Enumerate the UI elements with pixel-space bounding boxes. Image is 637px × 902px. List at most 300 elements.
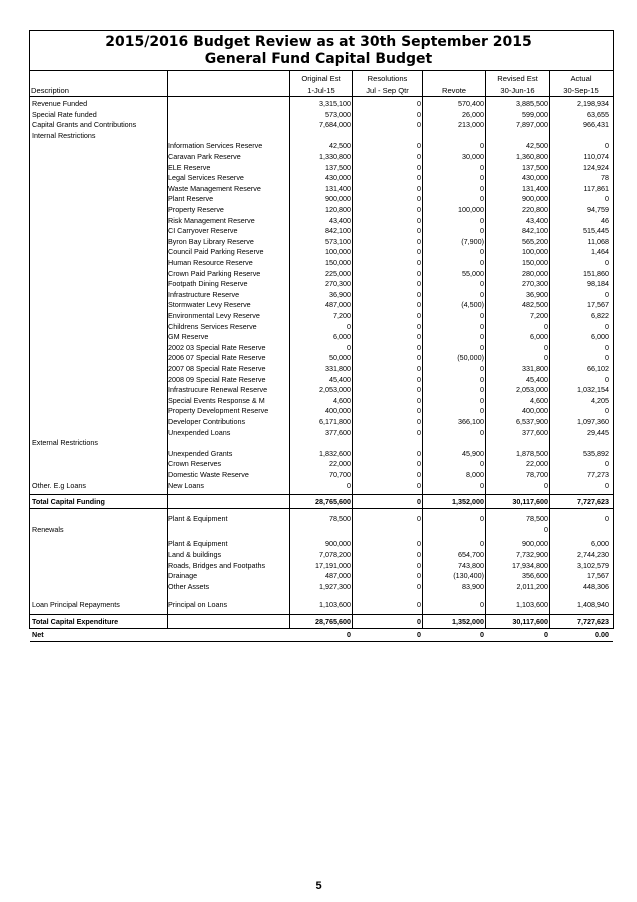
table-row-a xyxy=(32,205,166,215)
table-row-c: 22,000 xyxy=(329,459,351,469)
table-row-a xyxy=(32,226,166,236)
table-row-b: Caravan Park Reserve xyxy=(168,152,241,161)
report-title: 2015/2016 Budget Review as at 30th September 2015 xyxy=(105,34,532,50)
table-row-c: 70,700 xyxy=(329,470,351,479)
table-row-c: 900,000 xyxy=(325,194,351,204)
column-header-original-est-line2: 1-Jul-15 xyxy=(307,86,335,95)
table-row-d: 0 xyxy=(417,194,421,204)
table-row-g: 77,273 xyxy=(587,470,609,479)
table-row-a xyxy=(32,322,166,332)
table-row-d: 0 xyxy=(417,406,421,416)
table-row-e xyxy=(424,438,484,448)
table-row-c: 270,300 xyxy=(325,279,351,289)
table-row-d: 0 xyxy=(417,173,421,183)
table-row-c xyxy=(285,131,351,141)
table-row-e: 26,000 xyxy=(462,109,484,119)
table-row-g: 98,184 xyxy=(587,279,609,289)
table-row-a: Other. E.g Loans xyxy=(32,480,86,490)
table-row-e: 0 xyxy=(480,183,484,193)
table-row-b xyxy=(168,99,288,109)
table-row-d: 0 xyxy=(417,353,421,363)
table-row-g: 0 xyxy=(605,459,609,469)
table-row-b: Risk Management Reserve xyxy=(168,215,255,225)
net-row-f: 0 xyxy=(544,630,548,640)
table-row-a: Internal Restrictions xyxy=(32,130,96,140)
table-row-c: 150,000 xyxy=(325,258,351,267)
table-row-a: Capital Grants and Contributions xyxy=(32,120,137,130)
table-row-f: 482,500 xyxy=(522,300,548,310)
table-row-a xyxy=(32,428,166,438)
table-row-e: 0 xyxy=(480,289,484,299)
table-row-f: 0 xyxy=(544,342,548,352)
table-row-d: 0 xyxy=(417,215,421,225)
table-row-a xyxy=(32,258,166,268)
table-row-g: 0 xyxy=(605,406,609,416)
expenditure-row-d: 0 xyxy=(417,539,421,549)
table-row-e: 0 xyxy=(480,215,484,225)
expenditure-row-d: 0 xyxy=(417,514,421,524)
table-row-a xyxy=(32,417,166,427)
table-row-b: Footpath Dining Reserve xyxy=(168,279,248,289)
table-row-a xyxy=(32,375,166,385)
column-header-description: Description xyxy=(31,86,69,95)
table-row-c: 842,100 xyxy=(325,226,351,236)
table-row-g: 6,822 xyxy=(591,311,609,320)
table-row-a xyxy=(32,163,166,173)
table-row-f: 900,000 xyxy=(522,194,548,204)
column-header-resolutions-line1: Resolutions xyxy=(367,74,408,83)
table-row-a xyxy=(32,237,166,247)
table-row-c: 1,330,800 xyxy=(319,152,351,161)
table-row-e: 0 xyxy=(480,364,484,373)
table-row-a xyxy=(32,353,166,363)
table-row-f: 1,360,800 xyxy=(516,152,548,161)
table-row-f: 430,000 xyxy=(522,173,548,183)
table-row-c: 6,000 xyxy=(333,332,351,342)
total-capital-funding-row-c: 28,765,600 xyxy=(315,497,351,507)
table-row-b: Waste Management Reserve xyxy=(168,183,261,193)
column-divider xyxy=(289,70,290,629)
table-row-b: Crown Paid Parking Reserve xyxy=(168,268,261,278)
table-row-a xyxy=(32,173,166,183)
table-row-g: 0 xyxy=(605,353,609,363)
table-row-g: 66,102 xyxy=(587,364,609,373)
table-row-d xyxy=(355,131,421,141)
table-row-e: 30,000 xyxy=(462,152,484,161)
expenditure-row-g: 17,567 xyxy=(587,571,609,581)
table-row-d: 0 xyxy=(417,300,421,310)
loan-principal-row-b: Principal on Loans xyxy=(168,600,228,610)
loan-principal-row-d: 0 xyxy=(417,600,421,610)
expenditure-row-c: 17,191,000 xyxy=(315,560,351,570)
table-row-f: 6,537,900 xyxy=(516,417,548,426)
table-row-a xyxy=(32,406,166,416)
table-row-g xyxy=(550,131,609,141)
total-capital-expenditure-row-d: 0 xyxy=(417,617,421,627)
table-row-g: 0 xyxy=(605,374,609,384)
total-capital-funding-row-e: 1,352,000 xyxy=(452,497,484,507)
table-row-b: Council Paid Parking Reserve xyxy=(168,247,264,257)
table-row-c: 7,684,000 xyxy=(319,120,351,130)
table-row-b: 2002 03 Special Rate Reserve xyxy=(168,342,266,352)
table-row-a xyxy=(32,449,166,459)
total-capital-funding-row-f: 30,117,600 xyxy=(512,497,548,507)
table-row-c: 3,315,100 xyxy=(319,99,351,108)
table-row-d: 0 xyxy=(417,141,421,151)
table-row-c: 377,600 xyxy=(325,427,351,437)
table-row-f: 220,800 xyxy=(522,205,548,214)
table-row-e: 100,000 xyxy=(458,205,484,214)
table-row-d: 0 xyxy=(417,311,421,320)
table-row-a: External Restrictions xyxy=(32,438,98,448)
table-row-f: 36,900 xyxy=(526,289,548,299)
expenditure-row-c: 7,078,200 xyxy=(319,550,351,559)
table-row-b: Environmental Levy Reserve xyxy=(168,311,260,320)
table-row-d: 0 xyxy=(417,374,421,384)
table-row-b: Special Events Response & M xyxy=(168,395,265,405)
table-row-d: 0 xyxy=(417,268,421,278)
table-row-d: 0 xyxy=(417,162,421,172)
total-capital-expenditure-row-f: 30,117,600 xyxy=(512,617,548,627)
table-row-g: 63,655 xyxy=(587,109,609,119)
table-row-f: 150,000 xyxy=(522,258,548,267)
expenditure-row-g: 2,744,230 xyxy=(577,550,609,559)
table-row-f: 78,700 xyxy=(526,470,548,479)
net-row-d: 0 xyxy=(417,630,421,640)
net-row-g: 0.00 xyxy=(595,630,609,640)
table-row-c: 225,000 xyxy=(325,268,351,278)
table-row-a xyxy=(32,343,166,353)
table-row-a: Special Rate funded xyxy=(32,109,97,119)
table-row-b: Property Reserve xyxy=(168,205,224,214)
table-row-f: 4,600 xyxy=(530,395,548,405)
table-row-c: 430,000 xyxy=(325,173,351,183)
column-divider xyxy=(485,70,486,629)
table-row-g: 0 xyxy=(605,141,609,151)
table-row-a xyxy=(32,269,166,279)
table-row-a xyxy=(32,364,166,374)
net-rule-top xyxy=(30,628,613,629)
table-row-f: 0 xyxy=(544,353,548,363)
table-row-g: 151,860 xyxy=(583,268,609,278)
table-row-d: 0 xyxy=(417,459,421,469)
table-row-b: CI Carryover Reserve xyxy=(168,226,238,236)
table-row-c: 36,900 xyxy=(329,289,351,299)
table-row-c: 50,000 xyxy=(329,353,351,363)
expenditure-row-b: Plant & Equipment xyxy=(168,539,228,549)
loan-principal-row-a: Loan Principal Repayments xyxy=(32,600,120,610)
table-row-e: 0 xyxy=(480,258,484,267)
table-row-d: 0 xyxy=(417,395,421,405)
table-row-c: 0 xyxy=(347,480,351,490)
table-row-f: 7,897,000 xyxy=(516,120,548,130)
table-row-e: 0 xyxy=(480,311,484,320)
header-top-rule xyxy=(30,70,613,71)
column-header-actual-line1: Actual xyxy=(570,74,592,83)
table-row-a xyxy=(32,300,166,310)
total-capital-expenditure-row-g: 7,727,623 xyxy=(577,617,609,627)
table-row-c: 0 xyxy=(347,321,351,331)
table-row-c: 487,000 xyxy=(325,300,351,310)
table-row-d: 0 xyxy=(417,417,421,426)
table-row-d: 0 xyxy=(417,247,421,257)
table-row-c: 0 xyxy=(347,342,351,352)
expenditure-row-a xyxy=(32,550,166,560)
column-header-revote-line2: Revote xyxy=(441,86,467,95)
table-row-a xyxy=(32,332,166,342)
expenditure-row-e: (130,400) xyxy=(453,571,484,581)
table-row-b: Developer Contributions xyxy=(168,417,246,426)
table-row-a xyxy=(32,311,166,321)
table-row-c: 120,800 xyxy=(325,205,351,214)
table-row-f: 131,400 xyxy=(522,183,548,193)
loan-principal-row-e: 0 xyxy=(480,600,484,610)
table-row-g: 4,205 xyxy=(591,395,609,405)
table-row-e: 0 xyxy=(480,332,484,342)
expenditure-row-f: 0 xyxy=(544,524,548,534)
total-capital-expenditure-row-e: 1,352,000 xyxy=(452,617,484,627)
table-row-d: 0 xyxy=(417,183,421,193)
table-row-f: 565,200 xyxy=(522,236,548,246)
table-row-f: 2,053,000 xyxy=(516,385,548,395)
total-capital-expenditure-row-c: 28,765,600 xyxy=(315,617,351,627)
table-row-g: 11,068 xyxy=(587,236,609,246)
table-row-d: 0 xyxy=(417,258,421,267)
table-row-a xyxy=(32,141,166,151)
table-row-e: 0 xyxy=(480,374,484,384)
expenditure-row-b: Drainage xyxy=(168,571,198,581)
column-header-resolutions-line2: Jul - Sep Qtr xyxy=(366,86,409,95)
total-capital-funding-row-a: Total Capital Funding xyxy=(32,497,105,507)
expenditure-row-c: 1,927,300 xyxy=(319,581,351,591)
net-row-e: 0 xyxy=(480,630,484,640)
table-row-c: 137,500 xyxy=(325,162,351,172)
expenditure-row-g: 6,000 xyxy=(591,539,609,549)
expenditure-row-d: 0 xyxy=(417,581,421,591)
table-row-g: 1,464 xyxy=(591,247,609,257)
table-row-b: 2006 07 Special Rate Reserve xyxy=(168,353,266,363)
table-row-a xyxy=(32,184,166,194)
total-capital-funding-row-g: 7,727,623 xyxy=(577,497,609,507)
table-row-f: 280,000 xyxy=(522,268,548,278)
table-row-d: 0 xyxy=(417,152,421,161)
table-row-b: Crown Reserves xyxy=(168,459,222,469)
table-row-d: 0 xyxy=(417,99,421,108)
table-row-g: 0 xyxy=(605,258,609,267)
table-row-e: 0 xyxy=(480,162,484,172)
expenditure-row-c: 487,000 xyxy=(325,571,351,581)
table-row-g: 966,431 xyxy=(583,120,609,130)
table-row-g: 110,074 xyxy=(583,152,609,161)
table-row-b: Property Development Reserve xyxy=(168,406,269,416)
table-row-b xyxy=(168,110,288,120)
table-row-d: 0 xyxy=(417,236,421,246)
table-row-g: 0 xyxy=(605,194,609,204)
table-row-b: Domestic Waste Reserve xyxy=(168,470,249,479)
table-row-b: Information Services Reserve xyxy=(168,141,263,151)
column-divider xyxy=(422,70,423,629)
table-row-a xyxy=(32,459,166,469)
table-row-f: 842,100 xyxy=(522,226,548,236)
expenditure-row-e: 654,700 xyxy=(458,550,484,559)
table-row-e: 0 xyxy=(480,480,484,490)
table-row-f: 7,200 xyxy=(530,311,548,320)
table-row-g: 0 xyxy=(605,342,609,352)
table-row-f: 331,800 xyxy=(522,364,548,373)
expenditure-row-g xyxy=(550,525,609,535)
table-row-d: 0 xyxy=(417,332,421,342)
table-row-a xyxy=(32,152,166,162)
table-row-f: 599,000 xyxy=(522,109,548,119)
table-row-g: 94,759 xyxy=(587,205,609,214)
table-row-e: 0 xyxy=(480,395,484,405)
table-row-f: 22,000 xyxy=(526,459,548,469)
column-header-revised-est-line1: Revised Est xyxy=(497,74,538,83)
table-row-e: 0 xyxy=(480,406,484,416)
table-row-b: 2008 09 Special Rate Reserve xyxy=(168,374,266,384)
expenditure-row-c xyxy=(285,525,351,535)
table-row-d: 0 xyxy=(417,364,421,373)
table-row-b xyxy=(168,438,288,448)
table-row-e: 0 xyxy=(480,459,484,469)
report-subtitle: General Fund Capital Budget xyxy=(204,51,433,67)
column-header-original-est-line1: Original Est xyxy=(301,74,341,83)
expenditure-row-a xyxy=(32,582,166,592)
table-row-b: Childrens Services Reserve xyxy=(168,321,257,331)
table-row-b: Unexpended Loans xyxy=(168,427,231,437)
table-row-e: (50,000) xyxy=(457,353,484,363)
loan-principal-row-g: 1,408,940 xyxy=(577,600,609,610)
table-row-a xyxy=(32,396,166,406)
table-row-d: 0 xyxy=(417,427,421,437)
table-row-b: Infrastrucure Renewal Reserve xyxy=(168,385,268,395)
total-capital-expenditure-row-a: Total Capital Expenditure xyxy=(32,617,119,627)
table-row-g: 117,861 xyxy=(583,183,609,193)
table-row-f: 6,000 xyxy=(530,332,548,342)
table-row-e: 0 xyxy=(480,141,484,151)
table-row-a xyxy=(32,279,166,289)
table-row-f: 43,400 xyxy=(526,215,548,225)
table-row-d: 0 xyxy=(417,321,421,331)
table-row-f: 0 xyxy=(544,480,548,490)
column-header-actual-line2: 30-Sep-15 xyxy=(563,86,599,95)
table-row-a xyxy=(32,385,166,395)
table-row-a xyxy=(32,470,166,480)
table-row-c: 43,400 xyxy=(329,215,351,225)
table-row-e: 570,400 xyxy=(458,99,484,108)
table-row-c: 100,000 xyxy=(325,247,351,257)
table-row-e: 0 xyxy=(480,226,484,236)
table-row-f: 1,878,500 xyxy=(516,448,548,458)
expenditure-row-f: 356,600 xyxy=(522,571,548,581)
table-row-f xyxy=(486,438,548,448)
loan-principal-row-c: 1,103,600 xyxy=(319,600,351,610)
table-row-d: 0 xyxy=(417,279,421,289)
table-row-e: 0 xyxy=(480,247,484,257)
table-row-b: Unexpended Grants xyxy=(168,448,233,458)
table-row-a xyxy=(32,290,166,300)
expenditure-row-f: 900,000 xyxy=(522,539,548,549)
table-row-c xyxy=(285,438,351,448)
table-row-b: Stormwater Levy Reserve xyxy=(168,300,251,310)
net-row-a: Net xyxy=(32,630,44,640)
table-row-b: New Loans xyxy=(168,480,204,490)
expenditure-row-a: Renewals xyxy=(32,524,64,534)
expenditure-row-f: 78,500 xyxy=(526,514,548,524)
table-row-f: 42,500 xyxy=(526,141,548,151)
table-row-d: 0 xyxy=(417,470,421,479)
table-row-c: 45,400 xyxy=(329,374,351,384)
expenditure-row-g: 0 xyxy=(605,514,609,524)
funding-total-rule-bottom xyxy=(30,508,613,509)
funding-total-rule-top xyxy=(30,494,613,495)
table-row-d: 0 xyxy=(417,120,421,130)
expenditure-row-e: 0 xyxy=(480,514,484,524)
header-bottom-rule xyxy=(30,96,613,97)
table-row-e: 0 xyxy=(480,173,484,183)
table-row-g xyxy=(550,438,609,448)
expenditure-row-c: 900,000 xyxy=(325,539,351,549)
table-row-d: 0 xyxy=(417,109,421,119)
table-row-b xyxy=(168,120,288,130)
table-row-g: 0 xyxy=(605,321,609,331)
expenditure-row-d xyxy=(355,525,421,535)
table-row-c: 400,000 xyxy=(325,406,351,416)
table-row-g: 6,000 xyxy=(591,332,609,342)
expenditure-row-d: 0 xyxy=(417,550,421,559)
table-row-g: 0 xyxy=(605,289,609,299)
table-row-g: 124,924 xyxy=(583,162,609,172)
table-row-e: (7,900) xyxy=(461,236,484,246)
table-row-b: Human Resource Reserve xyxy=(168,258,253,267)
table-row-c: 2,053,000 xyxy=(319,385,351,395)
table-row-f: 400,000 xyxy=(522,406,548,416)
expenditure-row-b: Roads, Bridges and Footpaths xyxy=(168,560,266,570)
table-row-c: 42,500 xyxy=(329,141,351,151)
table-row-a: Revenue Funded xyxy=(32,99,88,108)
expenditure-row-g: 3,102,579 xyxy=(577,560,609,570)
table-row-c: 6,171,800 xyxy=(319,417,351,426)
table-row-f: 45,400 xyxy=(526,374,548,384)
table-row-b: Byron Bay Library Reserve xyxy=(168,236,254,246)
expenditure-row-e: 83,900 xyxy=(462,581,484,591)
expenditure-row-a xyxy=(32,514,166,524)
loan-principal-row-f: 1,103,600 xyxy=(516,600,548,610)
expenditure-row-b: Land & buildings xyxy=(168,550,222,559)
expenditure-row-e: 743,800 xyxy=(458,560,484,570)
table-row-f: 377,600 xyxy=(522,427,548,437)
table-row-f: 0 xyxy=(544,321,548,331)
table-row-g: 1,032,154 xyxy=(577,385,609,395)
table-row-b: ELE Reserve xyxy=(168,162,211,172)
table-row-e: 0 xyxy=(480,194,484,204)
net-row-c: 0 xyxy=(347,630,351,640)
table-row-g: 78 xyxy=(601,173,609,183)
expenditure-row-g: 448,306 xyxy=(583,581,609,591)
column-divider xyxy=(549,70,550,629)
table-row-g: 46 xyxy=(601,215,609,225)
table-row-e: (4,500) xyxy=(461,300,484,310)
table-row-f: 100,000 xyxy=(522,247,548,257)
table-row-e: 213,000 xyxy=(458,120,484,130)
table-row-e: 0 xyxy=(480,342,484,352)
column-divider xyxy=(352,70,353,629)
table-row-e: 0 xyxy=(480,385,484,395)
expenditure-row-b xyxy=(168,525,288,535)
expenditure-row-d: 0 xyxy=(417,560,421,570)
table-row-b: Legal Services Reserve xyxy=(168,173,244,183)
expenditure-row-f: 7,732,900 xyxy=(516,550,548,559)
